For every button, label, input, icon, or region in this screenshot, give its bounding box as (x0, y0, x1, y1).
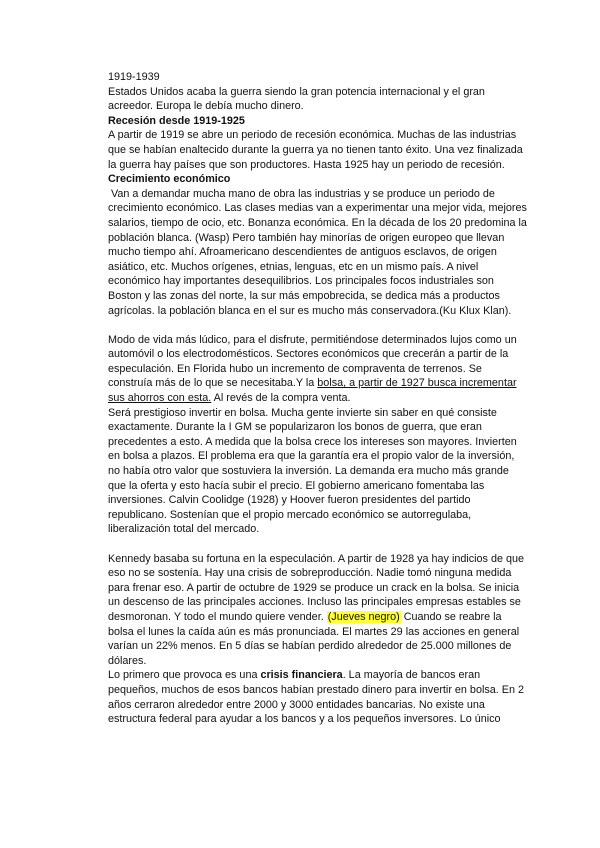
text-run: Al revés de la compra venta. (211, 392, 351, 405)
text-run: Kennedy basaba su fortuna en la especulación. A partir de 1928 ya hay indicios de que eso no se sostenía. Hay una crisis de sobreproducción. Nadie tomó ninguna medida para frenar eso. A partir de octubre de 1929 se produce un crack en la bolsa. Se inicia un descenso de las principales acciones. Incluso las principales empresas estables se desmoronan. Y todo el mundo quiere vender. (108, 552, 524, 623)
period-line: 1919-1939 (108, 71, 160, 83)
text-run: Cuando se reabre la bolsa el lunes la caída aún es más pronunciada. El martes 29 las acciones en general varían un 22% menos. En 5 días se habían perdido alrededor de 25.000 millones de dólares. (108, 610, 520, 667)
modo-de-vida-paragraph (108, 333, 528, 406)
crecimiento-paragraph: Van a demandar mucha mano de obra las industrias y se produce un periodo de crecimiento económico. Las clases medias van a experimentar una mejor vida, mejores salarios, tiempo de ocio, etc. Bonanza económica. En la década de los 20 predomina la población blanca. (Wasp) Pero también hay minorías de origen europeo que llevan mucho tiempo ahí. Afroamericano descendientes de antiguos esclavos, de origen asiático, etc. Muchos orígenes, etnias, lenguas, etc en un mismo país. A nivel económico hay importantes desequilibrios. Los principales focos industriales son Boston y las zonas del norte, la sur más empobrecida, se dedica más a productos agrícolas. la población blanca en el sur es mucho más conservadora.(Ku Klux Klan). (108, 187, 527, 317)
text-run: . La mayoría de bancos eran pequeños, muchos de esos bancos habían prestado dinero para invertir en bolsa. En 2 años cerraron alrededor entre 2000 y 3000 entidades bancarias. No existe una estructura federal para ayudar a los bancos y a los pequeños inversores. Lo único (108, 669, 524, 726)
paragraph-gap (108, 318, 528, 333)
underlined-text: bolsa, a partir de 1927 busca incrementar sus ahorros con esta. (108, 377, 517, 405)
bolsa-paragraph: Será prestigioso invertir en bolsa. Mucha gente invierte sin saber en qué consiste exactamente. Durante la I GM se popularizaron los bonos de guerra, que eran precedentes a esto. A medida que la bolsa crece los intereses son mayores. Invierten en bolsa a plazos. El problema era que la garantía era el propio valor de la inversión, no había otro valor que sostuviera la inversión. La demanda era mucho más grande que la oferta y esto hacía subir el precio. El gobierno americano fomentaba las inversiones. Calvin Coolidge (1928) y Hoover fueron presidentes del partido republicano. Sostenían que el propio mercado económico se autorregulaba, liberalización total del mercado. (108, 406, 517, 536)
text-run: Lo primero que provoca es una (108, 669, 261, 682)
document-body (108, 70, 528, 727)
bold-text: crisis financiera (260, 669, 343, 682)
section-heading-recesion: Recesión desde 1919-1925 (108, 114, 245, 127)
crack-paragraph (108, 552, 528, 669)
highlighted-text: (Jueves negro) (327, 610, 400, 623)
intro-paragraph: Estados Unidos acaba la guerra siendo la gran potencia internacional y el gran acreedor. Europa le debía mucho dinero. (108, 85, 485, 113)
text-run: Modo de vida más lúdico, para el disfrute, permitiéndose determinados lujos como un automóvil o los electrodomésticos. Sectores económicos que crecerán a partir de la especulación. En Florida hubo un incremento de compraventa de terrenos. Se construía más de lo que se necesitaba.Y la (108, 333, 517, 390)
recesion-paragraph: A partir de 1919 se abre un periodo de recesión económica. Muchas de las industrias que se habían enaltecido durante la guerra ya no tienen tanto éxito. Una vez finalizada la guerra hay países que son productores. Hasta 1925 hay un periodo de recesión. (108, 129, 523, 171)
section-heading-crecimiento: Crecimiento económico (108, 173, 231, 186)
crisis-paragraph (108, 668, 528, 726)
paragraph-gap (108, 537, 528, 552)
